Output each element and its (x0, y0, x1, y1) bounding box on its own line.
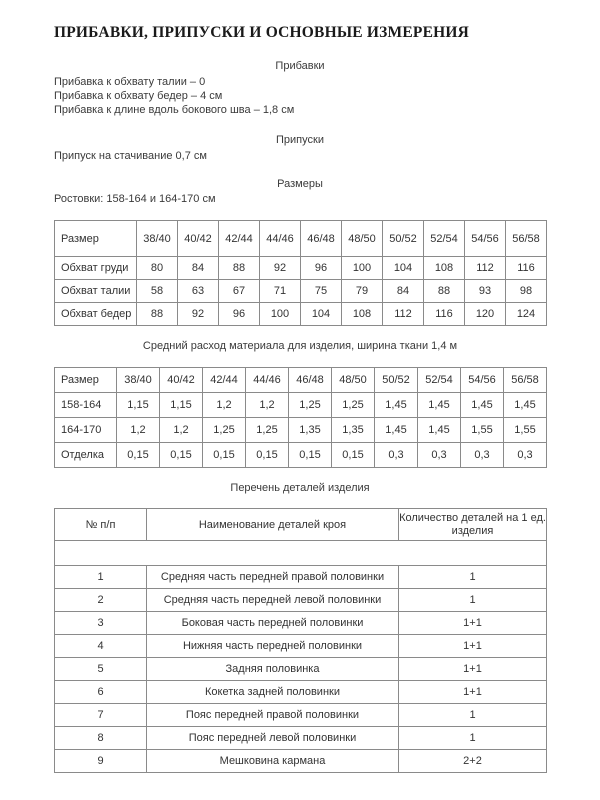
header-cell: 52/54 (418, 368, 461, 393)
consumption-heading: Средний расход материала для изделия, ширина ткани 1,4 м (142, 340, 458, 352)
value-cell: 88 (137, 303, 178, 326)
value-cell: 1,15 (117, 393, 160, 418)
value-cell: 0,15 (160, 443, 203, 468)
heights-line: Ростовки: 158-164 и 164-170 см (54, 193, 216, 205)
table-row (55, 280, 547, 303)
height-label: 158-164 (55, 393, 117, 418)
part-number: 5 (55, 658, 147, 681)
parts-heading: Перечень деталей изделия (230, 482, 370, 494)
part-quantity: 1 (399, 727, 547, 750)
sizes-heading: Размеры (277, 178, 323, 190)
table-header-row (55, 221, 547, 257)
header-cell: Количество деталей на 1 ед. изделия (399, 509, 547, 541)
value-cell: 67 (219, 280, 260, 303)
value-cell: 0,15 (289, 443, 332, 468)
header-cell: 38/40 (117, 368, 160, 393)
part-number: 9 (55, 750, 147, 773)
header-cell: 48/50 (342, 221, 383, 257)
seam-heading: Припуски (276, 134, 324, 146)
header-cell: Размер (55, 221, 137, 257)
value-cell: 71 (260, 280, 301, 303)
header-cell: 40/42 (160, 368, 203, 393)
value-cell: 1,2 (203, 393, 246, 418)
measurement-label: Обхват бедер (55, 303, 137, 326)
part-name: Боковая часть передней половинки (147, 612, 399, 635)
table-row (55, 704, 547, 727)
height-label: Отделка (55, 443, 117, 468)
table-row (55, 589, 547, 612)
value-cell: 1,45 (461, 393, 504, 418)
value-cell: 84 (383, 280, 424, 303)
value-cell: 80 (137, 257, 178, 280)
part-number: 4 (55, 635, 147, 658)
value-cell: 96 (219, 303, 260, 326)
measurement-label: Обхват талии (55, 280, 137, 303)
part-name: Мешковина кармана (147, 750, 399, 773)
value-cell: 1,35 (289, 418, 332, 443)
value-cell: 0,3 (504, 443, 547, 468)
value-cell: 1,55 (461, 418, 504, 443)
value-cell: 100 (260, 303, 301, 326)
value-cell: 96 (301, 257, 342, 280)
allowance-line: Прибавка к обхвату бедер – 4 см (54, 90, 223, 102)
allowances-heading: Прибавки (275, 60, 325, 72)
value-cell: 0,15 (203, 443, 246, 468)
value-cell: 108 (424, 257, 465, 280)
header-cell: 46/48 (289, 368, 332, 393)
header-cell: № п/п (55, 509, 147, 541)
value-cell: 1,15 (160, 393, 203, 418)
sizes-table (54, 220, 547, 326)
table-header-row (55, 368, 547, 393)
measurement-label: Обхват груди (55, 257, 137, 280)
header-cell: 46/48 (301, 221, 342, 257)
value-cell: 98 (506, 280, 547, 303)
value-cell: 0,3 (375, 443, 418, 468)
value-cell: 92 (178, 303, 219, 326)
table-row (55, 658, 547, 681)
part-name: Средняя часть передней правой половинки (147, 566, 399, 589)
value-cell: 58 (137, 280, 178, 303)
value-cell: 88 (219, 257, 260, 280)
part-number: 8 (55, 727, 147, 750)
page-title: ПРИБАВКИ, ПРИПУСКИ И ОСНОВНЫЕ ИЗМЕРЕНИЯ (54, 24, 470, 41)
value-cell: 1,45 (418, 393, 461, 418)
value-cell: 1,35 (332, 418, 375, 443)
part-quantity: 1 (399, 566, 547, 589)
part-quantity: 1+1 (399, 635, 547, 658)
table-row (55, 393, 547, 418)
value-cell: 0,15 (332, 443, 375, 468)
value-cell: 0,15 (246, 443, 289, 468)
value-cell: 93 (465, 280, 506, 303)
part-name: Пояс передней левой половинки (147, 727, 399, 750)
blank-cell (55, 541, 547, 566)
height-label: 164-170 (55, 418, 117, 443)
value-cell: 1,25 (332, 393, 375, 418)
value-cell: 1,2 (246, 393, 289, 418)
part-quantity: 1 (399, 589, 547, 612)
header-cell: Наименование деталей кроя (147, 509, 399, 541)
part-name: Средняя часть передней левой половинки (147, 589, 399, 612)
value-cell: 1,45 (504, 393, 547, 418)
header-cell: 48/50 (332, 368, 375, 393)
value-cell: 92 (260, 257, 301, 280)
value-cell: 1,25 (289, 393, 332, 418)
part-quantity: 1+1 (399, 612, 547, 635)
blank-row (55, 541, 547, 566)
consumption-table (54, 367, 547, 468)
table-row (55, 727, 547, 750)
table-row (55, 443, 547, 468)
allowance-line: Прибавка к обхвату талии – 0 (54, 76, 206, 88)
value-cell: 75 (301, 280, 342, 303)
header-cell: 40/42 (178, 221, 219, 257)
value-cell: 120 (465, 303, 506, 326)
header-cell: Размер (55, 368, 117, 393)
header-cell: 44/46 (260, 221, 301, 257)
value-cell: 1,45 (375, 393, 418, 418)
value-cell: 124 (506, 303, 547, 326)
value-cell: 84 (178, 257, 219, 280)
table-row (55, 612, 547, 635)
allowance-line: Прибавка к длине вдоль бокового шва – 1,8 см (54, 104, 295, 116)
header-cell: 52/54 (424, 221, 465, 257)
table-header-row (55, 509, 547, 541)
part-number: 7 (55, 704, 147, 727)
part-name: Пояс передней правой половинки (147, 704, 399, 727)
header-cell: 42/44 (219, 221, 260, 257)
table-row (55, 257, 547, 280)
value-cell: 79 (342, 280, 383, 303)
table-row (55, 635, 547, 658)
value-cell: 1,25 (246, 418, 289, 443)
value-cell: 63 (178, 280, 219, 303)
part-number: 6 (55, 681, 147, 704)
table-row (55, 681, 547, 704)
header-cell: 56/58 (504, 368, 547, 393)
part-quantity: 1+1 (399, 658, 547, 681)
value-cell: 116 (424, 303, 465, 326)
value-cell: 112 (465, 257, 506, 280)
header-cell: 50/52 (375, 368, 418, 393)
part-number: 3 (55, 612, 147, 635)
value-cell: 112 (383, 303, 424, 326)
part-quantity: 2+2 (399, 750, 547, 773)
part-quantity: 1+1 (399, 681, 547, 704)
value-cell: 0,3 (418, 443, 461, 468)
value-cell: 0,3 (461, 443, 504, 468)
header-cell: 54/56 (465, 221, 506, 257)
part-quantity: 1 (399, 704, 547, 727)
value-cell: 104 (383, 257, 424, 280)
seam-line: Припуск на стачивание 0,7 см (54, 150, 207, 162)
value-cell: 0,15 (117, 443, 160, 468)
value-cell: 108 (342, 303, 383, 326)
value-cell: 88 (424, 280, 465, 303)
value-cell: 100 (342, 257, 383, 280)
part-name: Задняя половинка (147, 658, 399, 681)
value-cell: 1,45 (375, 418, 418, 443)
value-cell: 1,2 (117, 418, 160, 443)
header-cell: 50/52 (383, 221, 424, 257)
header-cell: 44/46 (246, 368, 289, 393)
part-name: Нижняя часть передней половинки (147, 635, 399, 658)
header-cell: 54/56 (461, 368, 504, 393)
header-cell: 56/58 (506, 221, 547, 257)
value-cell: 1,2 (160, 418, 203, 443)
header-cell: 42/44 (203, 368, 246, 393)
part-name: Кокетка задней половинки (147, 681, 399, 704)
header-cell: 38/40 (137, 221, 178, 257)
parts-table (54, 508, 547, 773)
part-number: 2 (55, 589, 147, 612)
value-cell: 1,25 (203, 418, 246, 443)
value-cell: 104 (301, 303, 342, 326)
table-row (55, 750, 547, 773)
table-row (55, 418, 547, 443)
part-number: 1 (55, 566, 147, 589)
value-cell: 1,55 (504, 418, 547, 443)
table-row (55, 303, 547, 326)
table-row (55, 566, 547, 589)
value-cell: 1,45 (418, 418, 461, 443)
value-cell: 116 (506, 257, 547, 280)
